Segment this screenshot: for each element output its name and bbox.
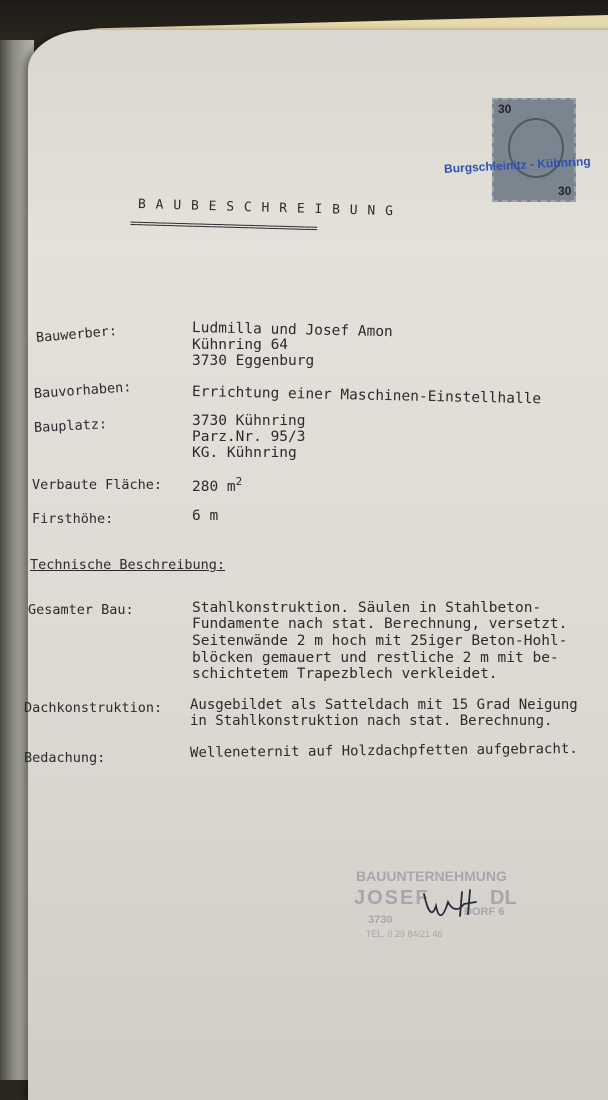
bauwerber-street: Kühnring 64 <box>192 337 289 353</box>
bauwerber-name: Ludmilla und Josef Amon <box>191 320 393 341</box>
bauplatz-parcel: Parz.Nr. 95/3 <box>192 429 306 445</box>
flaeche-label: Verbaute Fläche: <box>32 477 163 493</box>
bauvorhaben-value: Errichtung einer Maschinen-Einstellhalle <box>191 384 542 408</box>
title-underline: ============================== <box>129 216 317 236</box>
bauwerber-label: Bauwerber: <box>35 322 118 346</box>
flaeche-exponent: 2 <box>235 475 243 488</box>
bedachung-value: Welleneternit auf Holzdachpfetten aufgebracht. <box>189 740 578 761</box>
signature <box>418 882 488 926</box>
bauplatz-label: Bauplatz: <box>33 416 108 436</box>
dach-line: in Stahlkonstruktion nach stat. Berechnung. <box>190 713 553 729</box>
stamp-value-bottom: 30 <box>558 184 572 198</box>
company-stamp-phone: TEL. 0 29 84/21 46 <box>366 929 443 939</box>
flaeche-number: 280 m <box>192 478 236 495</box>
company-stamp-line2: JOSEF <box>354 887 430 909</box>
bauplatz-kg: KG. Kühnring <box>192 445 297 461</box>
firsthoehe-value: 6 m <box>192 508 219 524</box>
dach-line: Ausgebildet als Satteldach mit 15 Grad Neigung <box>190 697 578 713</box>
company-stamp-line2b: DL <box>490 887 517 909</box>
bauwerber-city: 3730 Eggenburg <box>192 353 315 369</box>
stamp-value-top: 30 <box>498 102 512 116</box>
company-stamp-line1: BAUUNTERNEHMUNG <box>356 868 507 884</box>
bedachung-label: Bedachung: <box>24 750 106 766</box>
bauvorhaben-label: Bauvorhaben: <box>33 379 132 402</box>
document-title: B A U B E S C H R E I B U N G <box>137 197 395 220</box>
flaeche-value <box>192 475 242 495</box>
bau-label: Gesamter Bau: <box>28 602 134 618</box>
bauplatz-city: 3730 Kühnring <box>192 413 306 429</box>
company-stamp-line3b: DORF 6 <box>464 906 505 918</box>
bau-line: Stahlkonstruktion. Säulen in Stahlbeton- <box>192 600 542 616</box>
bau-line: Fundamente nach stat. Berechnung, versetzt. <box>192 616 568 632</box>
bau-line: Seitenwände 2 m hoch mit 25iger Beton-Hohl- <box>192 633 568 649</box>
tech-heading: Technische Beschreibung: <box>30 557 226 573</box>
dach-label: Dachkonstruktion: <box>24 700 163 716</box>
bau-line: blöcken gemauert und restliche 2 m mit be- <box>192 650 559 666</box>
stamp-overprint: Burgschleinitz - Kühnring <box>443 154 591 176</box>
company-stamp-line3: 3730 <box>368 914 393 926</box>
firsthoehe-label: Firsthöhe: <box>32 511 114 527</box>
revenue-stamp <box>492 98 576 202</box>
bau-line: schichtetem Trapezblech verkleidet. <box>192 666 498 682</box>
